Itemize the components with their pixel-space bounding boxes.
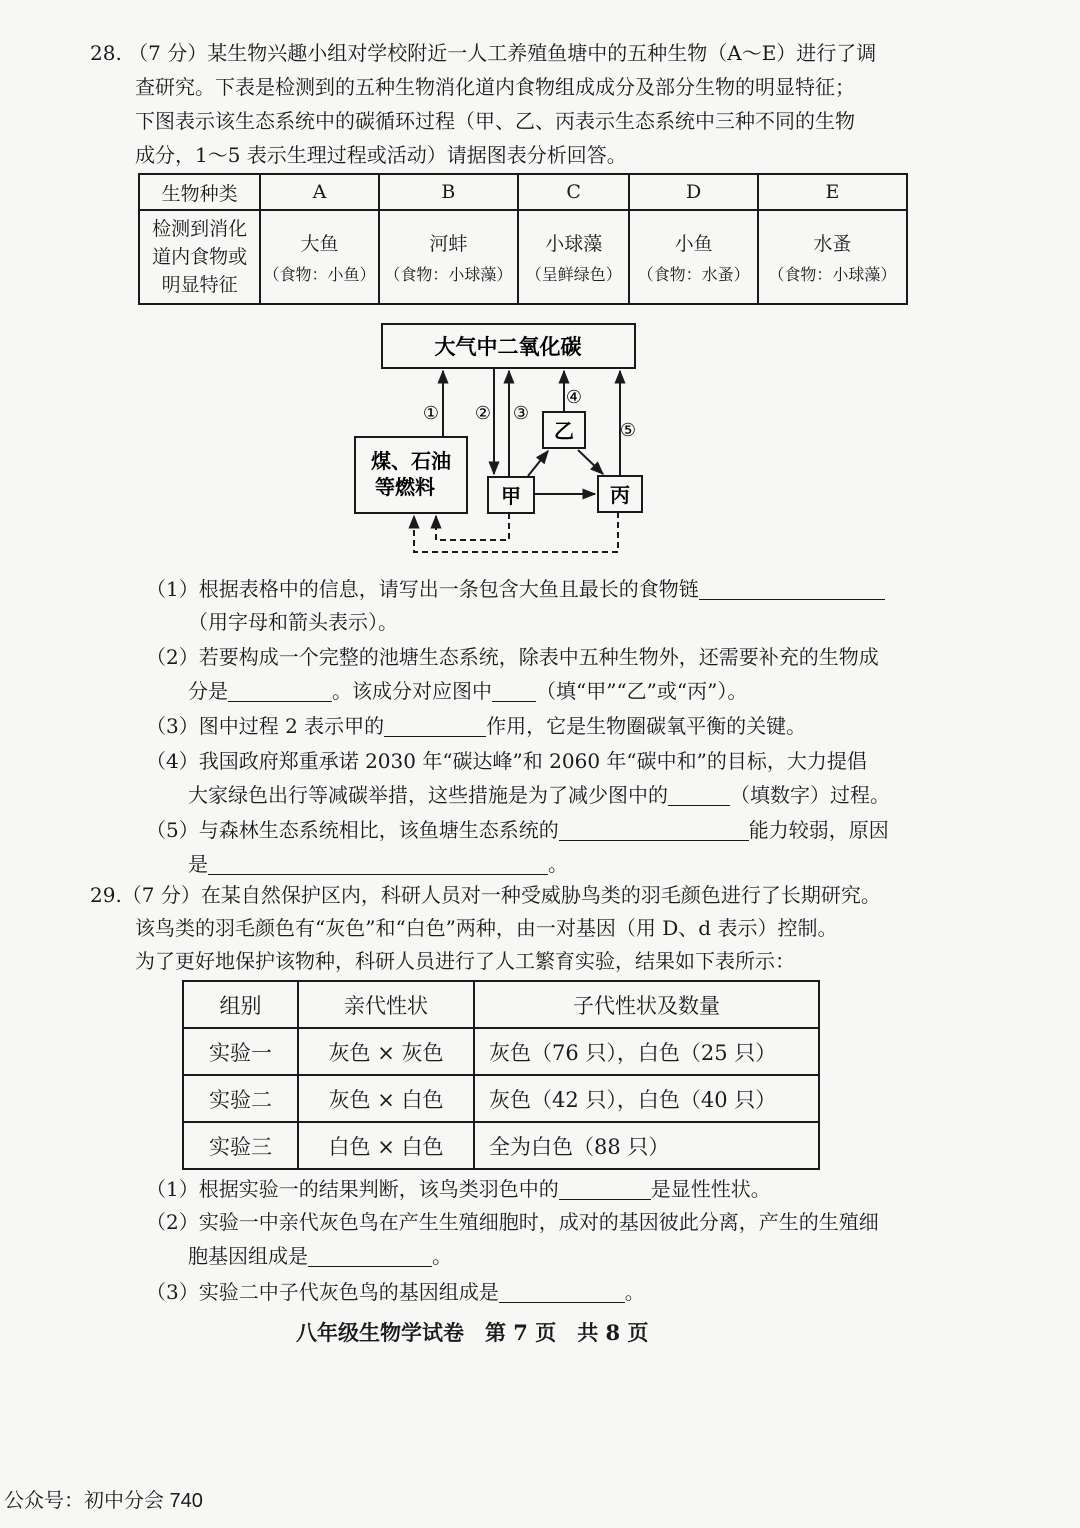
q28-sub4-b1: 大家绿色出行等减碳举措，这些措施是为了减少图中的 [188,783,668,807]
q29-sub3-b: 。 [624,1280,645,1304]
q28-sub2: （2）若要构成一个完整的池塘生态系统，除表中五种生物外，还需要补充的生物成 [146,645,879,669]
q28-line-1: 28. （7 分）某生物兴趣小组对学校附近一人工养殖鱼塘中的五种生物（A～E）进行了调 [90,41,877,65]
fuel-label-1: 煤、石油 [371,449,451,473]
num-1: ① [422,403,440,424]
q28-sub2-b3: （填“甲”“乙”或“丙”）。 [536,679,748,703]
q28-sub5-b2: 。 [548,852,568,876]
cell-e [758,210,907,304]
dashed-arrow-bing-fuel [414,512,618,552]
col-letter-e: E [758,174,907,210]
col-letter-d: D [629,174,757,210]
cell-b-note: （食物：小球藻） [384,265,513,284]
q28-sub2-b [188,676,747,706]
q29-sub2-b [188,1241,452,1271]
cell-d-name: 小鱼 [674,233,713,255]
organism-table [138,173,908,305]
num-3: ③ [512,403,530,424]
q28-sub4-b [188,780,890,810]
q28-sub2-b1: 分是 [188,679,228,703]
row2-group: 实验二 [183,1075,298,1122]
arrow-yi-bing [578,450,603,474]
q29-line-1: 29.（7 分）在某自然保护区内，科研人员对一种受威胁鸟类的羽毛颜色进行了长期研究。 [90,883,881,907]
cell-a-note: （食物：小鱼） [263,265,376,284]
q29-sub1 [146,1174,771,1204]
carbon-cycle-diagram [340,318,650,558]
row2-parents: 灰色 × 白色 [298,1075,474,1122]
row3-parents: 白色 × 白色 [298,1122,474,1169]
row-label [139,210,260,304]
table-row [183,1028,819,1075]
q29-line-2: 该鸟类的羽毛颜色有“灰色”和“白色”两种，由一对基因（用 D、d 表示）控制。 [135,916,838,940]
col-letter-b: B [379,174,518,210]
q28-sub1-b: （用字母和箭头表示）。 [188,610,398,634]
table-header-label: 生物种类 [139,174,260,210]
row1-group: 实验一 [183,1028,298,1075]
col-letter-a: A [260,174,378,210]
q28-sub5-a1: （5）与森林生态系统相比，该鱼塘生态系统的 [146,818,559,842]
col-letter-c: C [518,174,629,210]
row3-offspring: 全为白色（88 只） [474,1122,819,1169]
q28-line-4: 成分，1～5 表示生理过程或活动）请据图表分析回答。 [135,143,627,167]
q29-sub1-b: 是显性性状。 [650,1177,771,1201]
header-group: 组别 [183,981,298,1028]
answer-blank[interactable] [559,1177,651,1200]
yi-label: 乙 [554,419,574,443]
num-4: ④ [565,387,583,408]
num-5: ⑤ [619,420,637,441]
table-row [183,1075,819,1122]
cell-a [260,210,378,304]
row-label-line-3: 明显特征 [161,274,238,296]
cell-d-note: （食物：水蚤） [637,265,750,284]
row3-group: 实验三 [183,1122,298,1169]
q28-sub2-b2: 。该成分对应图中 [332,679,492,703]
q29-sub2-b2: 。 [432,1244,452,1268]
page-footer: 八年级生物学试卷 第 7 页 共 8 页 [296,1320,649,1345]
q28-sub3-a: （3）图中过程 2 表示甲的 [146,714,385,738]
answer-blank[interactable] [499,1280,625,1303]
answer-blank[interactable] [668,783,730,806]
q29-sub3 [146,1277,645,1307]
arrow-jia-yi [528,451,548,476]
q28-sub5 [146,815,889,845]
dashed-arrow-jia-fuel [436,513,509,540]
bing-label: 丙 [610,483,630,507]
cell-c-note: （呈鲜绿色） [525,265,622,284]
breeding-table [182,980,820,1170]
q28-sub4-b2: （填数字）过程。 [730,783,890,807]
row2-offspring: 灰色（42 只），白色（40 只） [474,1075,819,1122]
cell-a-name: 大鱼 [300,233,339,255]
answer-blank[interactable] [384,714,486,737]
q28-line-2: 查研究。下表是检测到的五种生物消化道内食物组成成分及部分生物的明显特征； [135,75,855,99]
row1-offspring: 灰色（76 只），白色（25 只） [474,1028,819,1075]
cell-b [379,210,518,304]
q28-sub3-b: 作用，它是生物圈碳氧平衡的关键。 [486,714,807,738]
header-parents: 亲代性状 [298,981,474,1028]
cell-e-note: （食物：小球藻） [768,265,897,284]
answer-blank[interactable] [699,577,885,600]
q29-sub3-a: （3）实验二中子代灰色鸟的基因组成是 [146,1280,499,1304]
cell-c [518,210,629,304]
q29-sub2: （2）实验一中亲代灰色鸟在产生生殖细胞时，成对的基因彼此分离，产生的生殖细 [146,1210,879,1234]
watermark-text: 公众号：初中分会 740 [4,1490,203,1512]
answer-blank[interactable] [492,679,536,702]
co2-label: 大气中二氧化碳 [434,335,582,359]
answer-blank[interactable] [208,852,548,875]
answer-blank[interactable] [228,679,332,702]
answer-blank[interactable] [559,818,749,841]
table-row [183,1122,819,1169]
cell-b-name: 河蚌 [429,233,468,255]
q28-sub1 [146,574,885,604]
q28-sub3 [146,711,806,741]
q28-sub4: （4）我国政府郑重承诺 2030 年“碳达峰”和 2060 年“碳中和”的目标，大力提倡 [146,749,867,773]
q29-sub1-a: （1）根据实验一的结果判断，该鸟类羽色中的 [146,1177,559,1201]
q28-line-3: 下图表示该生态系统中的碳循环过程（甲、乙、丙表示生态系统中三种不同的生物 [135,109,855,133]
row1-parents: 灰色 × 灰色 [298,1028,474,1075]
row-label-line-1: 检测到消化 [152,218,248,240]
fuel-label-2: 等燃料 [375,475,435,499]
q28-sub5-a2: 能力较弱，原因 [748,818,889,842]
cell-c-name: 小球藻 [545,233,603,255]
cell-e-name: 水蚤 [813,233,852,255]
num-2: ② [474,403,492,424]
header-offspring: 子代性状及数量 [474,981,819,1028]
answer-blank[interactable] [308,1244,432,1267]
q29-line-3: 为了更好地保护该物种，科研人员进行了人工繁育实验，结果如下表所示： [135,949,795,973]
q29-sub2-b1: 胞基因组成是 [188,1244,308,1268]
q28-sub5-b [188,849,568,879]
jia-label: 甲 [501,484,521,508]
cell-d [629,210,757,304]
q28-sub5-b1: 是 [188,852,208,876]
q28-sub1-text: （1）根据表格中的信息，请写出一条包含大鱼且最长的食物链 [146,577,699,601]
row-label-line-2: 道内食物或 [152,246,248,268]
